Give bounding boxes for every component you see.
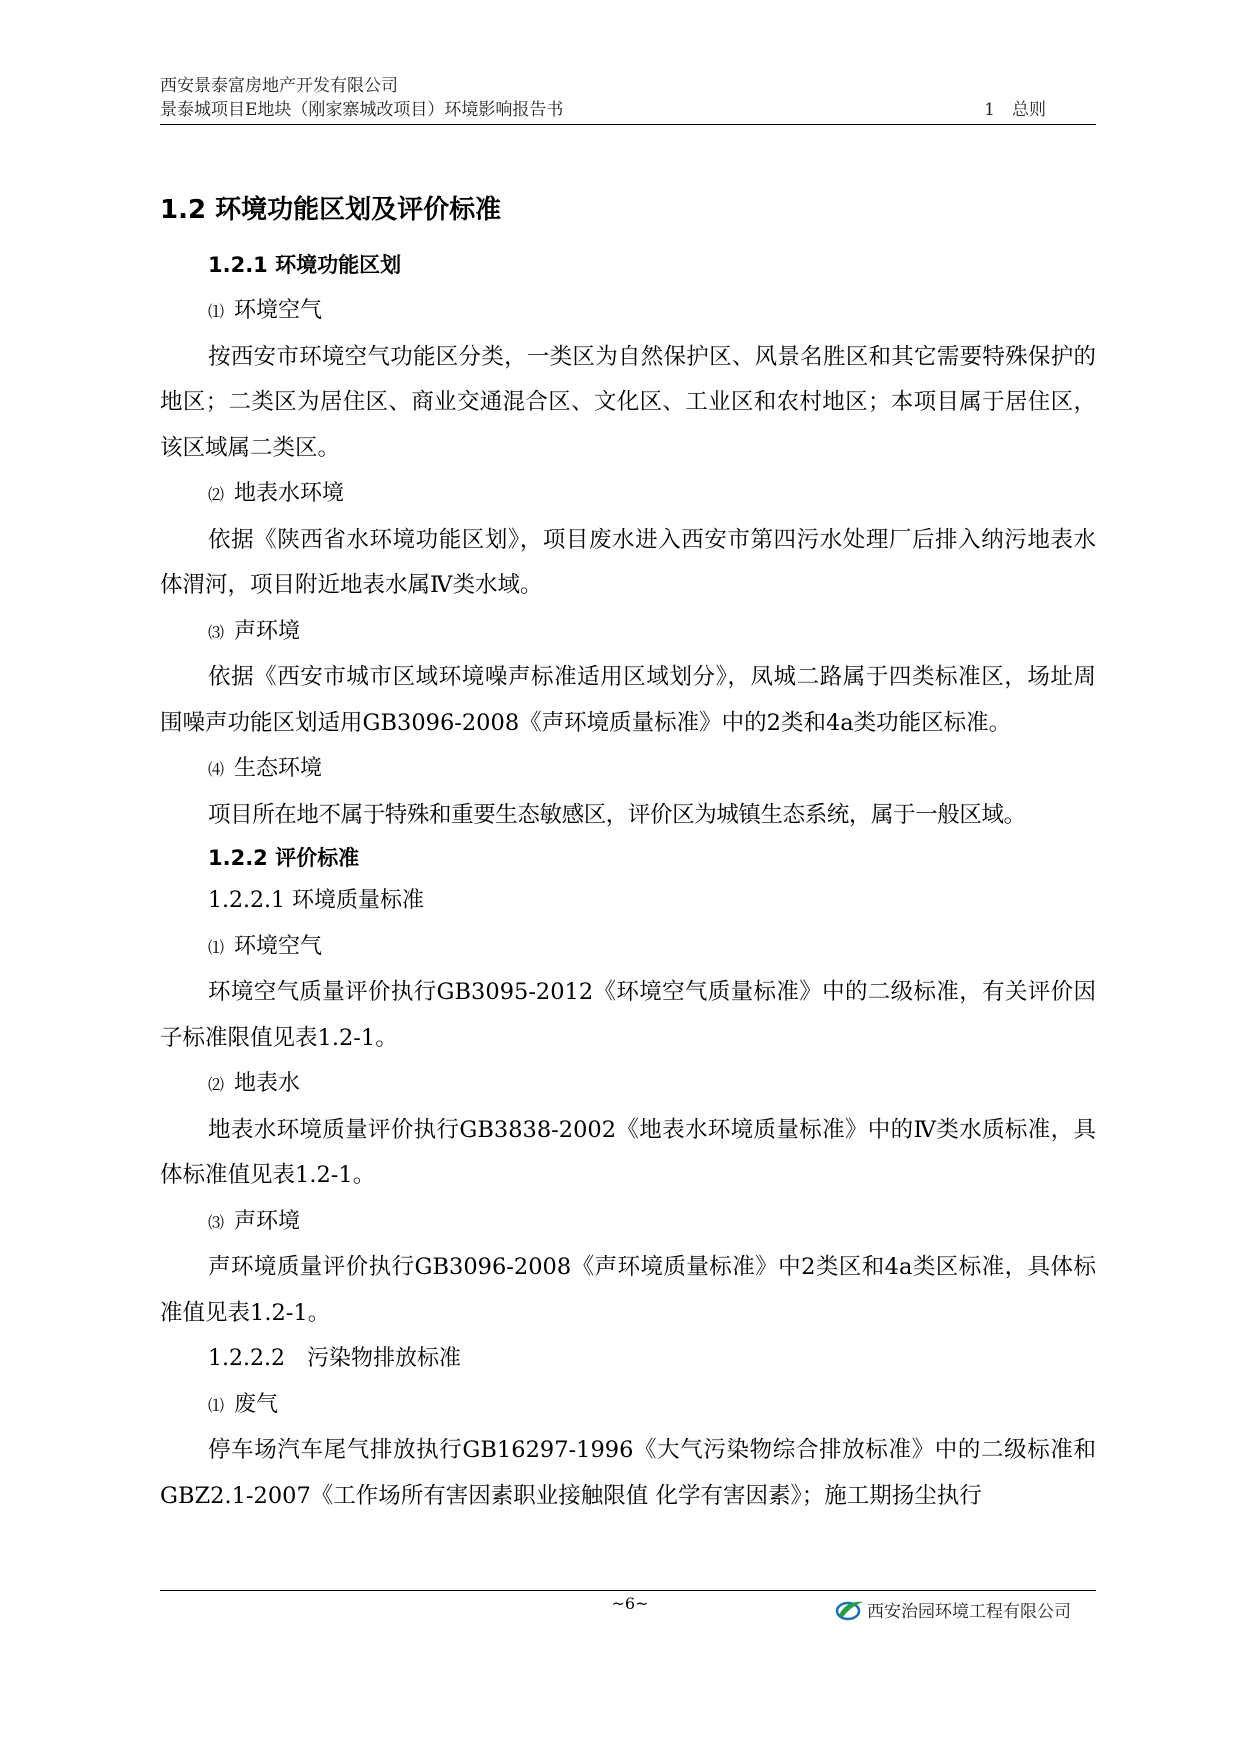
- item-air: [160, 288, 1096, 335]
- item-noise: [160, 609, 1096, 656]
- item-quality-water: [160, 1061, 1096, 1108]
- page-body: [160, 188, 1096, 1519]
- header-divider: [160, 124, 1096, 125]
- item-number: ⑶: [208, 622, 225, 642]
- header-company: 西安景泰富房地产开发有限公司: [160, 76, 398, 96]
- item-quality-noise: [160, 1199, 1096, 1246]
- header-report-title: 景泰城项目E地块（刚家寨城改项目）环境影响报告书: [160, 100, 564, 120]
- item-number: ⑴: [208, 1395, 225, 1415]
- page-header: [160, 74, 1096, 122]
- item-label: 环境空气: [234, 298, 323, 323]
- paragraph-surface-water: 依据《陕西省水环境功能区划》，项目废水进入西安市第四污水处理厂后排入纳污地表水体渭河，项目附近地表水属Ⅳ类水域。: [160, 526, 1096, 598]
- subsubsection-heading: 1.2.2.1 环境质量标准: [208, 888, 424, 913]
- item-quality-air: [160, 924, 1096, 971]
- paragraph-air: 按西安市环境空气功能区分类，一类区为自然保护区、风景名胜区和其它需要特殊保护的地区；二类区为居住区、商业交通混合区、文化区、工业区和农村地区；本项目属于居住区，该区域属二类区。: [160, 343, 1096, 461]
- item-number: ⑷: [208, 760, 225, 779]
- item-number: ⑵: [208, 485, 225, 504]
- item-eco: [160, 746, 1096, 793]
- subsection-heading: 1.2.2 评价标准: [208, 846, 360, 870]
- item-number: ⑵: [208, 1075, 225, 1094]
- item-number: ⑴: [208, 302, 225, 321]
- subsubsection-heading: 1.2.2.2 污染物排放标准: [208, 1346, 461, 1371]
- page-number: ~6~: [611, 1594, 649, 1613]
- item-number: ⑶: [208, 1212, 225, 1232]
- item-label: 废气: [234, 1391, 279, 1417]
- company-logo-icon: [835, 1599, 865, 1621]
- header-row: [160, 98, 1096, 122]
- item-surface-water: [160, 471, 1096, 518]
- item-label: 生态环境: [234, 756, 323, 781]
- section-heading: 1.2 环境功能区划及评价标准: [160, 195, 502, 225]
- item-number: ⑴: [208, 937, 225, 957]
- item-label: 声环境: [234, 1208, 301, 1234]
- footer-company-name: 西安治园环境工程有限公司: [867, 1602, 1071, 1622]
- item-emission-gas: [160, 1382, 1096, 1429]
- paragraph-quality-noise: 声环境质量评价执行GB3096-2008《声环境质量标准》中2类区和4a类区标准，具体标准值见表1.2-1。: [160, 1254, 1096, 1326]
- paragraph-noise: 依据《西安市城市区域环境噪声标准适用区域划分》，凤城二路属于四类标准区，场址周围噪声功能区划适用GB3096-2008《声环境质量标准》中的2类和4a类功能区标准。: [160, 664, 1096, 736]
- item-label: 声环境: [234, 618, 301, 644]
- paragraph-eco: 项目所在地不属于特殊和重要生态敏感区，评价区为城镇生态系统，属于一般区域。: [208, 801, 1026, 828]
- item-label: 地表水: [234, 1071, 301, 1096]
- item-label: 地表水环境: [234, 481, 345, 506]
- footer-company: [835, 1597, 1071, 1622]
- item-label: 环境空气: [234, 933, 323, 959]
- paragraph-quality-water: 地表水环境质量评价执行GB3838-2002《地表水环境质量标准》中的Ⅳ类水质标准，具体标准值见表1.2-1。: [160, 1116, 1096, 1188]
- footer-divider: [160, 1590, 1096, 1591]
- paragraph-emission-gas: 停车场汽车尾气排放执行GB16297-1996《大气污染物综合排放标准》中的二级标准和GBZ2.1-2007《工作场所有害因素职业接触限值 化学有害因素》；施工期扬尘执行: [160, 1437, 1096, 1509]
- header-chapter: 1 总则: [984, 100, 1046, 120]
- subsection-heading: 1.2.1 环境功能区划: [208, 253, 402, 277]
- paragraph-quality-air: 环境空气质量评价执行GB3095-2012《环境空气质量标准》中的二级标准，有关评价因子标准限值见表1.2-1。: [160, 979, 1096, 1051]
